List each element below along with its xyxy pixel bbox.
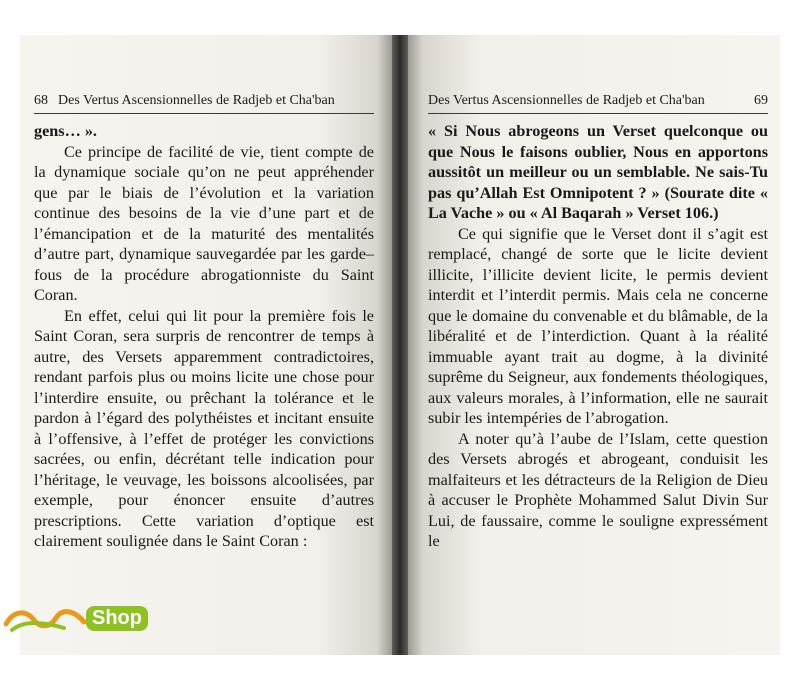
right-paragraph-2: A noter qu’à l’aube de l’Islam, cette question des Versets abrogés et abrogeant, conduisit les malfaiteurs et les détracteurs de la Religion de Dieu à accuser le Prophète Mohammed Salut Divin Sur Lui, de faussaire, comme le souligne expressément le — [428, 429, 768, 550]
right-page-number: 69 — [754, 93, 768, 108]
right-quote: « Si Nous abrogeons un Verset quelconque ou que Nous le faisons oublier, Nous en apportons aussitôt un meilleur ou un semblable. Ne sais-Tu pas qu’Allah Est Omnipotent ? » (Sourate dite « La Vache » ou « Al Baqarah » Verset 106.) — [428, 122, 768, 222]
right-page-header — [428, 93, 768, 114]
right-paragraph-1: Ce qui signifie que le Verset dont il s’agit est remplacé, changé de sorte que le licite devient illicite, l’illicite devient licite, le permis devient interdit et l’interdit permis. Mais cela ne concerne que le domaine du convenable et du blâmable, de la libéralité et de l’interdiction. Quant à la réalité immuable ayant trait au dogme, à la divinité suprême du Seigneur, aux fondements théologiques, aux valeurs morales, à l’information, elle ne saurait subir les intempéries de l’abrogation. — [428, 224, 768, 427]
left-opening-line: gens… ». — [34, 122, 97, 140]
book-spread — [20, 35, 780, 655]
book-gutter — [392, 35, 408, 655]
right-running-title: Des Vertus Ascensionnelles de Radjeb et Cha'ban — [428, 93, 705, 108]
left-page-number: 68 — [34, 93, 48, 108]
left-paragraph-1: Ce principe de facilité de vie, tient compte de la dynamique sociale qu’on ne peut appréhender que par le biais de l’évolution et la variation continue des besoins de la vie d’une part et de l’émancipation et de la maturité des mentalités d’autre part, dynamique sauvegardée par les garde–fous de la procédure abrogationniste du Saint Coran. — [34, 142, 374, 304]
left-page-header — [34, 93, 374, 114]
right-page-body — [428, 121, 768, 552]
left-page-body — [34, 121, 374, 552]
left-running-title: Des Vertus Ascensionnelles de Radjeb et Cha'ban — [58, 93, 335, 108]
right-page — [408, 35, 780, 655]
shop-logo-text: Shop — [86, 606, 148, 631]
left-page — [20, 35, 392, 655]
left-paragraph-2: En effet, celui qui lit pour la première fois le Saint Coran, sera surpris de rencontrer de temps à autre, des Versets apparemment contradictoires, rendant parfois plus ou moins licite une chose pour l’interdire ensuite, ou prêchant la tolérance et le pardon à l’égard des polythéistes et incitant ensuite à l’offensive, à l’effet de protéger les convictions sacrées, ou enfin, décrétant telle indication pour l’héritage, le veuvage, les boissons alcoolisées, par exemple, pour énoncer ensuite d’autres prescriptions. Cette variation d’optique est clairement soulignée dans le Saint Coran : — [34, 306, 374, 550]
